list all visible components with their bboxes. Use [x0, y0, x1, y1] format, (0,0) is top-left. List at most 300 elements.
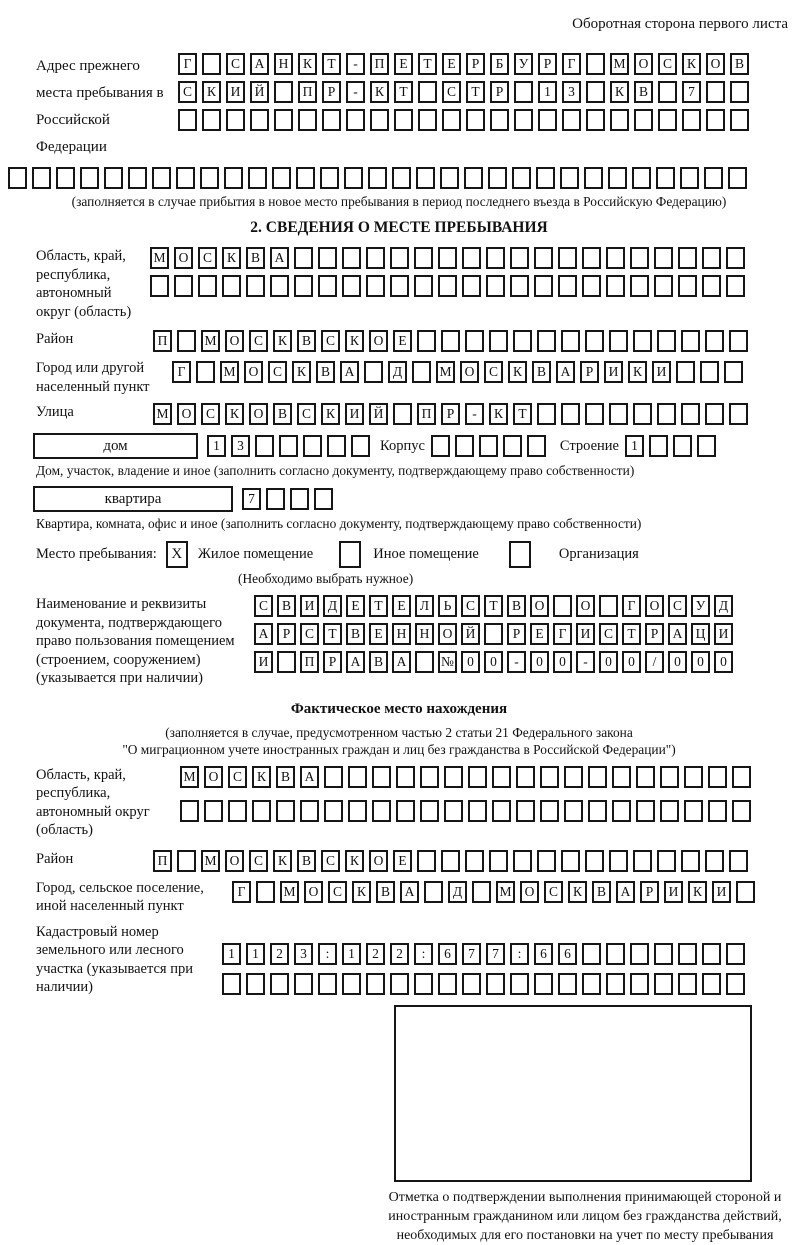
char-cell[interactable]: [150, 275, 169, 297]
char-cell[interactable]: [586, 53, 605, 75]
char-cell[interactable]: [514, 109, 533, 131]
char-cell[interactable]: 3: [562, 81, 581, 103]
char-cell[interactable]: [322, 109, 341, 131]
char-cell[interactable]: [177, 850, 196, 872]
char-cell[interactable]: [174, 275, 193, 297]
char-cell[interactable]: Т: [622, 623, 641, 645]
char-cell[interactable]: [204, 800, 223, 822]
char-cell[interactable]: 0: [691, 651, 710, 673]
char-cell[interactable]: -: [465, 403, 484, 425]
char-cell[interactable]: [177, 330, 196, 352]
char-cell[interactable]: Е: [392, 595, 411, 617]
char-cell[interactable]: Ь: [438, 595, 457, 617]
char-cell[interactable]: [279, 435, 298, 457]
char-cell[interactable]: [296, 167, 315, 189]
char-cell[interactable]: У: [514, 53, 533, 75]
char-cell[interactable]: 1: [342, 943, 361, 965]
char-cell[interactable]: [588, 800, 607, 822]
char-cell[interactable]: [681, 850, 700, 872]
char-cell[interactable]: [418, 109, 437, 131]
char-cell[interactable]: [276, 800, 295, 822]
char-cell[interactable]: [729, 330, 748, 352]
char-cell[interactable]: [303, 435, 322, 457]
char-cell[interactable]: [298, 109, 317, 131]
char-cell[interactable]: И: [345, 403, 364, 425]
char-cell[interactable]: К: [345, 850, 364, 872]
char-cell[interactable]: [464, 167, 483, 189]
char-cell[interactable]: И: [712, 881, 731, 903]
char-cell[interactable]: [681, 330, 700, 352]
char-cell[interactable]: [274, 109, 293, 131]
char-cell[interactable]: [586, 109, 605, 131]
char-cell[interactable]: И: [254, 651, 273, 673]
char-cell[interactable]: [726, 275, 745, 297]
char-cell[interactable]: С: [442, 81, 461, 103]
char-cell[interactable]: [248, 167, 267, 189]
char-cell[interactable]: А: [250, 53, 269, 75]
char-cell[interactable]: К: [252, 766, 271, 788]
char-cell[interactable]: [396, 766, 415, 788]
char-cell[interactable]: И: [664, 881, 683, 903]
char-cell[interactable]: 2: [270, 943, 289, 965]
char-cell[interactable]: 3: [294, 943, 313, 965]
char-cell[interactable]: С: [198, 247, 217, 269]
char-cell[interactable]: [606, 973, 625, 995]
char-cell[interactable]: [564, 766, 583, 788]
char-cell[interactable]: В: [507, 595, 526, 617]
char-cell[interactable]: [705, 403, 724, 425]
char-cell[interactable]: [562, 109, 581, 131]
char-cell[interactable]: [348, 800, 367, 822]
char-cell[interactable]: К: [688, 881, 707, 903]
char-cell[interactable]: [558, 973, 577, 995]
char-cell[interactable]: [202, 109, 221, 131]
char-cell[interactable]: [630, 973, 649, 995]
char-cell[interactable]: [702, 275, 721, 297]
char-cell[interactable]: К: [682, 53, 701, 75]
char-cell[interactable]: Г: [562, 53, 581, 75]
char-cell[interactable]: [584, 167, 603, 189]
char-cell[interactable]: Т: [322, 53, 341, 75]
char-cell[interactable]: [684, 800, 703, 822]
char-cell[interactable]: [582, 247, 601, 269]
char-cell[interactable]: М: [220, 361, 239, 383]
char-cell[interactable]: [736, 881, 755, 903]
char-cell[interactable]: Т: [513, 403, 532, 425]
char-cell[interactable]: [702, 943, 721, 965]
char-cell[interactable]: И: [576, 623, 595, 645]
char-cell[interactable]: [444, 766, 463, 788]
char-cell[interactable]: [678, 247, 697, 269]
char-cell[interactable]: [314, 488, 333, 510]
char-cell[interactable]: Г: [622, 595, 641, 617]
char-cell[interactable]: С: [461, 595, 480, 617]
char-cell[interactable]: [442, 109, 461, 131]
char-cell[interactable]: К: [225, 403, 244, 425]
char-cell[interactable]: С: [300, 623, 319, 645]
char-cell[interactable]: [513, 330, 532, 352]
char-cell[interactable]: Р: [645, 623, 664, 645]
char-cell[interactable]: [342, 275, 361, 297]
char-cell[interactable]: [484, 623, 503, 645]
char-cell[interactable]: [705, 330, 724, 352]
char-cell[interactable]: [612, 800, 631, 822]
char-cell[interactable]: :: [414, 943, 433, 965]
char-cell[interactable]: :: [318, 943, 337, 965]
char-cell[interactable]: [294, 973, 313, 995]
char-cell[interactable]: [351, 435, 370, 457]
char-cell[interactable]: 0: [668, 651, 687, 673]
char-cell[interactable]: К: [292, 361, 311, 383]
char-cell[interactable]: [370, 109, 389, 131]
char-cell[interactable]: С: [226, 53, 245, 75]
char-cell[interactable]: 1: [222, 943, 241, 965]
char-cell[interactable]: [702, 973, 721, 995]
char-cell[interactable]: [732, 800, 751, 822]
char-cell[interactable]: [732, 766, 751, 788]
char-cell[interactable]: [228, 800, 247, 822]
char-cell[interactable]: [657, 403, 676, 425]
char-cell[interactable]: [728, 167, 747, 189]
char-cell[interactable]: [510, 973, 529, 995]
char-cell[interactable]: Р: [323, 651, 342, 673]
char-cell[interactable]: [440, 167, 459, 189]
char-cell[interactable]: [606, 247, 625, 269]
char-cell[interactable]: [438, 973, 457, 995]
char-cell[interactable]: [678, 275, 697, 297]
char-cell[interactable]: [609, 403, 628, 425]
char-cell[interactable]: [636, 800, 655, 822]
char-cell[interactable]: [479, 435, 498, 457]
char-cell[interactable]: [561, 850, 580, 872]
char-cell[interactable]: П: [298, 81, 317, 103]
char-cell[interactable]: [462, 973, 481, 995]
char-cell[interactable]: [582, 943, 601, 965]
char-cell[interactable]: [658, 81, 677, 103]
char-cell[interactable]: Г: [178, 53, 197, 75]
char-cell[interactable]: [277, 651, 296, 673]
char-cell[interactable]: :: [510, 943, 529, 965]
char-cell[interactable]: [318, 973, 337, 995]
char-cell[interactable]: [32, 167, 51, 189]
char-cell[interactable]: [415, 651, 434, 673]
char-cell[interactable]: [658, 109, 677, 131]
char-cell[interactable]: С: [484, 361, 503, 383]
char-cell[interactable]: С: [249, 850, 268, 872]
char-cell[interactable]: [634, 109, 653, 131]
char-cell[interactable]: [176, 167, 195, 189]
char-cell[interactable]: [527, 435, 546, 457]
char-cell[interactable]: [558, 247, 577, 269]
char-cell[interactable]: О: [177, 403, 196, 425]
char-cell[interactable]: [654, 943, 673, 965]
char-cell[interactable]: М: [201, 850, 220, 872]
char-cell[interactable]: Е: [369, 623, 388, 645]
char-cell[interactable]: [708, 766, 727, 788]
char-cell[interactable]: Е: [442, 53, 461, 75]
char-cell[interactable]: С: [321, 850, 340, 872]
char-cell[interactable]: [509, 541, 531, 568]
char-cell[interactable]: [368, 167, 387, 189]
char-cell[interactable]: [657, 850, 676, 872]
char-cell[interactable]: Р: [441, 403, 460, 425]
char-cell[interactable]: [633, 850, 652, 872]
char-cell[interactable]: Д: [323, 595, 342, 617]
char-cell[interactable]: К: [568, 881, 587, 903]
char-cell[interactable]: [582, 973, 601, 995]
char-cell[interactable]: С: [201, 403, 220, 425]
char-cell[interactable]: С: [268, 361, 287, 383]
char-cell[interactable]: [537, 330, 556, 352]
char-cell[interactable]: [512, 167, 531, 189]
char-cell[interactable]: В: [592, 881, 611, 903]
char-cell[interactable]: [633, 403, 652, 425]
char-cell[interactable]: М: [153, 403, 172, 425]
char-cell[interactable]: О: [460, 361, 479, 383]
char-cell[interactable]: [372, 800, 391, 822]
char-cell[interactable]: О: [520, 881, 539, 903]
char-cell[interactable]: [540, 800, 559, 822]
char-cell[interactable]: [390, 275, 409, 297]
char-cell[interactable]: [726, 247, 745, 269]
char-cell[interactable]: К: [352, 881, 371, 903]
char-cell[interactable]: В: [346, 623, 365, 645]
char-cell[interactable]: [538, 109, 557, 131]
char-cell[interactable]: [178, 109, 197, 131]
char-cell[interactable]: [503, 435, 522, 457]
char-cell[interactable]: К: [508, 361, 527, 383]
char-cell[interactable]: X: [166, 541, 188, 568]
char-cell[interactable]: Р: [322, 81, 341, 103]
char-cell[interactable]: [609, 330, 628, 352]
char-cell[interactable]: К: [345, 330, 364, 352]
char-cell[interactable]: [490, 109, 509, 131]
char-cell[interactable]: Н: [274, 53, 293, 75]
char-cell[interactable]: [465, 330, 484, 352]
char-cell[interactable]: [537, 403, 556, 425]
char-cell[interactable]: [678, 943, 697, 965]
char-cell[interactable]: С: [599, 623, 618, 645]
char-cell[interactable]: [320, 167, 339, 189]
char-cell[interactable]: П: [153, 850, 172, 872]
char-cell[interactable]: [673, 435, 692, 457]
char-cell[interactable]: [348, 766, 367, 788]
char-cell[interactable]: В: [276, 766, 295, 788]
char-cell[interactable]: [416, 167, 435, 189]
char-cell[interactable]: [444, 800, 463, 822]
char-cell[interactable]: [272, 167, 291, 189]
char-cell[interactable]: [510, 275, 529, 297]
char-cell[interactable]: А: [556, 361, 575, 383]
char-cell[interactable]: О: [576, 595, 595, 617]
char-cell[interactable]: [726, 973, 745, 995]
char-cell[interactable]: Л: [415, 595, 434, 617]
char-cell[interactable]: [256, 881, 275, 903]
char-cell[interactable]: [318, 247, 337, 269]
char-cell[interactable]: С: [297, 403, 316, 425]
char-cell[interactable]: П: [300, 651, 319, 673]
char-cell[interactable]: И: [714, 623, 733, 645]
char-cell[interactable]: [630, 943, 649, 965]
char-cell[interactable]: [462, 275, 481, 297]
char-cell[interactable]: [513, 850, 532, 872]
char-cell[interactable]: [585, 850, 604, 872]
char-cell[interactable]: Д: [388, 361, 407, 383]
char-cell[interactable]: [420, 766, 439, 788]
char-cell[interactable]: Е: [530, 623, 549, 645]
char-cell[interactable]: [730, 81, 749, 103]
char-cell[interactable]: [585, 330, 604, 352]
char-cell[interactable]: [468, 800, 487, 822]
char-cell[interactable]: [466, 109, 485, 131]
char-cell[interactable]: 0: [714, 651, 733, 673]
char-cell[interactable]: А: [340, 361, 359, 383]
char-cell[interactable]: [516, 800, 535, 822]
char-cell[interactable]: Ц: [691, 623, 710, 645]
char-cell[interactable]: Т: [418, 53, 437, 75]
char-cell[interactable]: [486, 247, 505, 269]
char-cell[interactable]: [609, 850, 628, 872]
char-cell[interactable]: О: [249, 403, 268, 425]
char-cell[interactable]: Н: [415, 623, 434, 645]
char-cell[interactable]: Й: [250, 81, 269, 103]
char-cell[interactable]: -: [346, 53, 365, 75]
char-cell[interactable]: М: [280, 881, 299, 903]
char-cell[interactable]: П: [417, 403, 436, 425]
char-cell[interactable]: [255, 435, 274, 457]
char-cell[interactable]: [489, 850, 508, 872]
char-cell[interactable]: [582, 275, 601, 297]
char-cell[interactable]: В: [277, 595, 296, 617]
char-cell[interactable]: [246, 973, 265, 995]
char-cell[interactable]: 6: [534, 943, 553, 965]
char-cell[interactable]: А: [392, 651, 411, 673]
char-cell[interactable]: [660, 766, 679, 788]
char-cell[interactable]: [414, 247, 433, 269]
char-cell[interactable]: О: [369, 850, 388, 872]
char-cell[interactable]: [300, 800, 319, 822]
char-cell[interactable]: Д: [714, 595, 733, 617]
char-cell[interactable]: Е: [393, 850, 412, 872]
char-cell[interactable]: Т: [323, 623, 342, 645]
char-cell[interactable]: [654, 275, 673, 297]
char-cell[interactable]: [128, 167, 147, 189]
char-cell[interactable]: [200, 167, 219, 189]
char-cell[interactable]: О: [369, 330, 388, 352]
char-cell[interactable]: [706, 81, 725, 103]
char-cell[interactable]: [80, 167, 99, 189]
char-cell[interactable]: Р: [466, 53, 485, 75]
char-cell[interactable]: С: [544, 881, 563, 903]
char-cell[interactable]: [344, 167, 363, 189]
char-cell[interactable]: [486, 973, 505, 995]
char-cell[interactable]: А: [346, 651, 365, 673]
char-cell[interactable]: О: [706, 53, 725, 75]
char-cell[interactable]: 3: [231, 435, 250, 457]
char-cell[interactable]: 0: [530, 651, 549, 673]
char-cell[interactable]: [682, 109, 701, 131]
char-cell[interactable]: [654, 973, 673, 995]
char-cell[interactable]: [274, 81, 293, 103]
char-cell[interactable]: [636, 766, 655, 788]
char-cell[interactable]: [676, 361, 695, 383]
char-cell[interactable]: [327, 435, 346, 457]
char-cell[interactable]: [657, 330, 676, 352]
char-cell[interactable]: [290, 488, 309, 510]
char-cell[interactable]: [705, 850, 724, 872]
char-cell[interactable]: А: [668, 623, 687, 645]
char-cell[interactable]: [730, 109, 749, 131]
char-cell[interactable]: 7: [486, 943, 505, 965]
char-cell[interactable]: [588, 766, 607, 788]
char-cell[interactable]: Р: [580, 361, 599, 383]
char-cell[interactable]: С: [254, 595, 273, 617]
char-cell[interactable]: [612, 766, 631, 788]
char-cell[interactable]: С: [668, 595, 687, 617]
char-cell[interactable]: 6: [558, 943, 577, 965]
char-cell[interactable]: К: [321, 403, 340, 425]
char-cell[interactable]: [472, 881, 491, 903]
char-cell[interactable]: [697, 435, 716, 457]
char-cell[interactable]: Т: [394, 81, 413, 103]
char-cell[interactable]: [198, 275, 217, 297]
char-cell[interactable]: [633, 330, 652, 352]
char-cell[interactable]: В: [369, 651, 388, 673]
char-cell[interactable]: 0: [484, 651, 503, 673]
char-cell[interactable]: [702, 247, 721, 269]
char-cell[interactable]: В: [297, 850, 316, 872]
char-cell[interactable]: [564, 800, 583, 822]
char-cell[interactable]: [724, 361, 743, 383]
char-cell[interactable]: С: [228, 766, 247, 788]
char-cell[interactable]: [196, 361, 215, 383]
char-cell[interactable]: [606, 943, 625, 965]
char-cell[interactable]: 7: [462, 943, 481, 965]
char-cell[interactable]: Р: [538, 53, 557, 75]
char-cell[interactable]: М: [496, 881, 515, 903]
char-cell[interactable]: 7: [242, 488, 261, 510]
char-cell[interactable]: -: [507, 651, 526, 673]
char-cell[interactable]: К: [489, 403, 508, 425]
char-cell[interactable]: Е: [393, 330, 412, 352]
char-cell[interactable]: [660, 800, 679, 822]
char-cell[interactable]: [8, 167, 27, 189]
char-cell[interactable]: [250, 109, 269, 131]
char-cell[interactable]: [366, 247, 385, 269]
char-cell[interactable]: К: [273, 330, 292, 352]
char-cell[interactable]: [294, 247, 313, 269]
char-cell[interactable]: 1: [246, 943, 265, 965]
char-cell[interactable]: [680, 167, 699, 189]
char-cell[interactable]: Б: [490, 53, 509, 75]
char-cell[interactable]: [339, 541, 361, 568]
char-cell[interactable]: [366, 973, 385, 995]
char-cell[interactable]: [438, 275, 457, 297]
char-cell[interactable]: [465, 850, 484, 872]
char-cell[interactable]: В: [273, 403, 292, 425]
char-cell[interactable]: 0: [622, 651, 641, 673]
char-cell[interactable]: С: [249, 330, 268, 352]
char-cell[interactable]: [656, 167, 675, 189]
char-cell[interactable]: [318, 275, 337, 297]
char-cell[interactable]: [152, 167, 171, 189]
char-cell[interactable]: [270, 973, 289, 995]
char-cell[interactable]: [324, 766, 343, 788]
char-cell[interactable]: [536, 167, 555, 189]
char-cell[interactable]: [392, 167, 411, 189]
char-cell[interactable]: А: [300, 766, 319, 788]
char-cell[interactable]: [104, 167, 123, 189]
